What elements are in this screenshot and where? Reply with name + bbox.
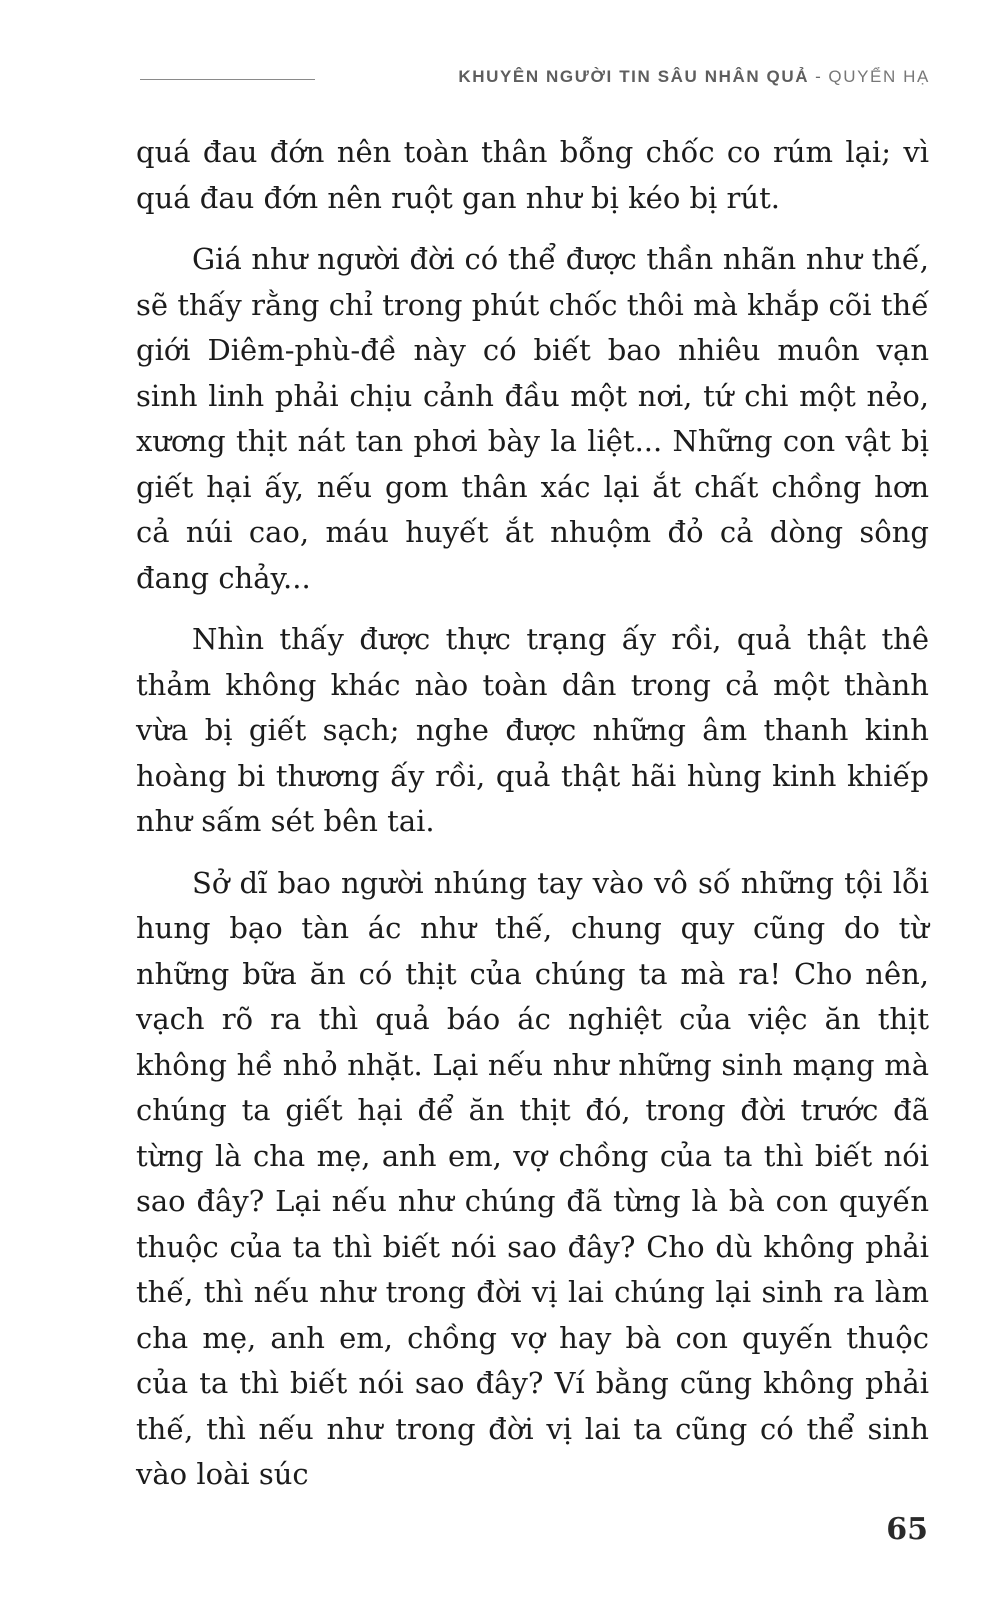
body-text xyxy=(136,130,929,1514)
book-title: KHUYÊN NGƯỜI TIN SÂU NHÂN QUẢ xyxy=(458,67,810,86)
paragraph: Giá như người đời có thể được thần nhãn như thế, sẽ thấy rằng chỉ trong phút chốc thôi mà khắp cõi thế giới Diêm-phù-đề này có biết bao nhiêu muôn vạn sinh linh phải chịu cảnh đầu một nơi, tứ chi một nẻo, xương thịt nát tan phơi bày la liệt... Những con vật bị giết hại ấy, nếu gom thân xác lại ắt chất chồng hơn cả núi cao, máu huyết ắt nhuộm đỏ cả dòng sông đang chảy... xyxy=(136,242,929,595)
header-separator: - xyxy=(815,67,823,86)
paragraph: Sở dĩ bao người nhúng tay vào vô số những tội lỗi hung bạo tàn ác như thế, chung quy cũng do từ những bữa ăn có thịt của chúng ta mà ra! Cho nên, vạch rõ ra thì quả báo ác nghiệt của việc ăn thịt không hề nhỏ nhặt. Lại nếu như những sinh mạng mà chúng ta giết hại để ăn thịt đó, trong đời trước đã từng là cha mẹ, anh em, vợ chồng của ta thì biết nói sao đây? Lại nếu như chúng đã từng là bà con quyến thuộc của ta thì biết nói sao đây? Cho dù không phải thế, thì nếu như trong đời vị lai chúng lại sinh ra làm cha mẹ, anh em, chồng vợ hay bà con quyến thuộc của ta thì biết nói sao đây? Ví bằng cũng không phải thế, thì nếu như trong đời vị lai ta cũng có thể sinh vào loài súc xyxy=(136,865,929,1491)
paragraph-continued: quá đau đớn nên toàn thân bỗng chốc co rúm lại; vì quá đau đớn nên ruột gan như bị kéo bị rút. xyxy=(136,135,929,215)
volume-label: QUYỂN HẠ xyxy=(828,67,930,86)
header-text xyxy=(458,67,930,87)
paragraph: Nhìn thấy được thực trạng ấy rồi, quả thật thê thảm không khác nào toàn dân trong cả một thành vừa bị giết sạch; nghe được những âm thanh kinh hoàng bi thương ấy rồi, quả thật hãi hùng kinh khiếp như sấm sét bên tai. xyxy=(136,622,929,838)
running-header xyxy=(140,62,930,92)
page-number: 65 xyxy=(886,1512,928,1547)
header-rule xyxy=(140,79,315,80)
